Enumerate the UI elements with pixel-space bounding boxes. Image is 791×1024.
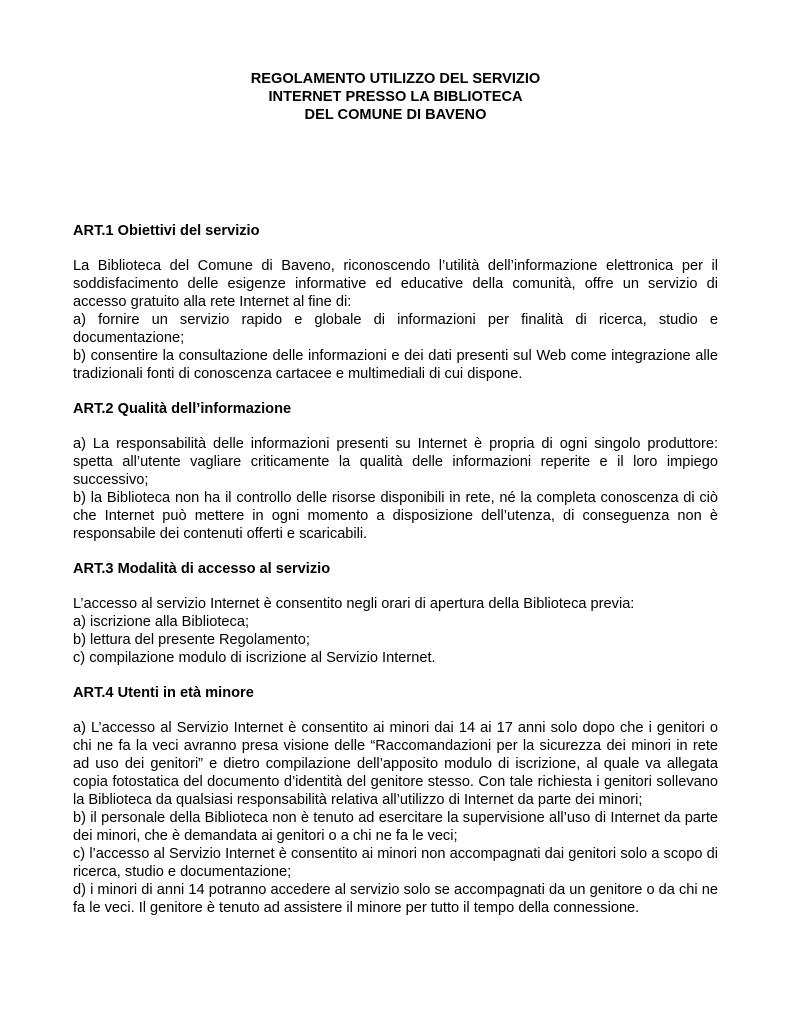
- article-4: [73, 684, 718, 917]
- article-3-item-b: b) lettura del presente Regolamento;: [73, 632, 310, 648]
- article-4-item-c: c) l’accesso al Servizio Internet è consentito ai minori non accompagnati dai genitori solo a scopo di ricerca, studio e documentazione;: [73, 846, 718, 880]
- article-3-heading: ART.3 Modalità di accesso al servizio: [73, 561, 331, 577]
- article-2-item-a: a) La responsabilità delle informazioni presenti su Internet è propria di ogni singolo produttore: spetta all’utente vagliare criticamente la qualità delle informazioni reperite e il loro impiego successivo;: [73, 436, 718, 488]
- document-title: [73, 70, 718, 124]
- article-4-item-a: a) L’accesso al Servizio Internet è consentito ai minori dai 14 ai 17 anni solo dopo che i genitori o chi ne fa la veci avranno presa visione delle “Raccomandazioni per la sicurezza dei minori in rete ad uso dei genitori” e dietro compilazione dell’apposito modulo di iscrizione, al quale va allegata copia fotostatica del documento d’identità del genitore stesso. Con tale richiesta i genitori sollevano la Biblioteca da qualsiasi responsabilità relativa all’utilizzo di Internet da parte dei minori;: [73, 720, 718, 808]
- title-line-3: DEL COMUNE DI BAVENO: [304, 107, 487, 123]
- article-4-item-b: b) il personale della Biblioteca non è tenuto ad esercitare la supervisione all’uso di Internet da parte dei minori, che è demandata ai genitori o a chi ne fa le veci;: [73, 810, 718, 844]
- article-2-item-b: b) la Biblioteca non ha il controllo delle risorse disponibili in rete, né la completa conoscenza di ciò che Internet può mettere in ogni momento a disposizione dell’utenza, di conseguenza non è responsabile dei contenuti offerti e scaricabili.: [73, 490, 718, 542]
- article-3: [73, 560, 718, 667]
- article-3-item-a: a) iscrizione alla Biblioteca;: [73, 614, 250, 630]
- document-page: [73, 70, 718, 917]
- article-1-item-b: b) consentire la consultazione delle informazioni e dei dati presenti sul Web come integrazione alle tradizionali fonti di conoscenza cartacee e multimediali di cui dispone.: [73, 348, 718, 382]
- title-line-2: INTERNET PRESSO LA BIBLIOTECA: [268, 89, 523, 105]
- article-4-heading: ART.4 Utenti in età minore: [73, 685, 254, 701]
- article-1: [73, 222, 718, 383]
- article-4-item-d: d) i minori di anni 14 potranno accedere al servizio solo se accompagnati da un genitore o da chi ne fa le veci. Il genitore è tenuto ad assistere il minore per tutto il tempo della connessione.: [73, 882, 718, 916]
- article-1-intro: La Biblioteca del Comune di Baveno, riconoscendo l’utilità dell’informazione elettronica per il soddisfacimento delle esigenze informative ed educative della comunità, offre un servizio di accesso gratuito alla rete Internet al fine di:: [73, 258, 718, 310]
- article-2: [73, 400, 718, 543]
- article-1-item-a: a) fornire un servizio rapido e globale di informazioni per finalità di ricerca, studio e documentazione;: [73, 312, 718, 346]
- article-3-intro: L’accesso al servizio Internet è consentito negli orari di apertura della Biblioteca previa:: [73, 596, 635, 612]
- title-line-1: REGOLAMENTO UTILIZZO DEL SERVIZIO: [250, 71, 541, 87]
- article-1-heading: ART.1 Obiettivi del servizio: [73, 223, 260, 239]
- title-spacer: [73, 124, 718, 222]
- article-3-item-c: c) compilazione modulo di iscrizione al Servizio Internet.: [73, 650, 436, 666]
- article-2-heading: ART.2 Qualità dell’informazione: [73, 401, 292, 417]
